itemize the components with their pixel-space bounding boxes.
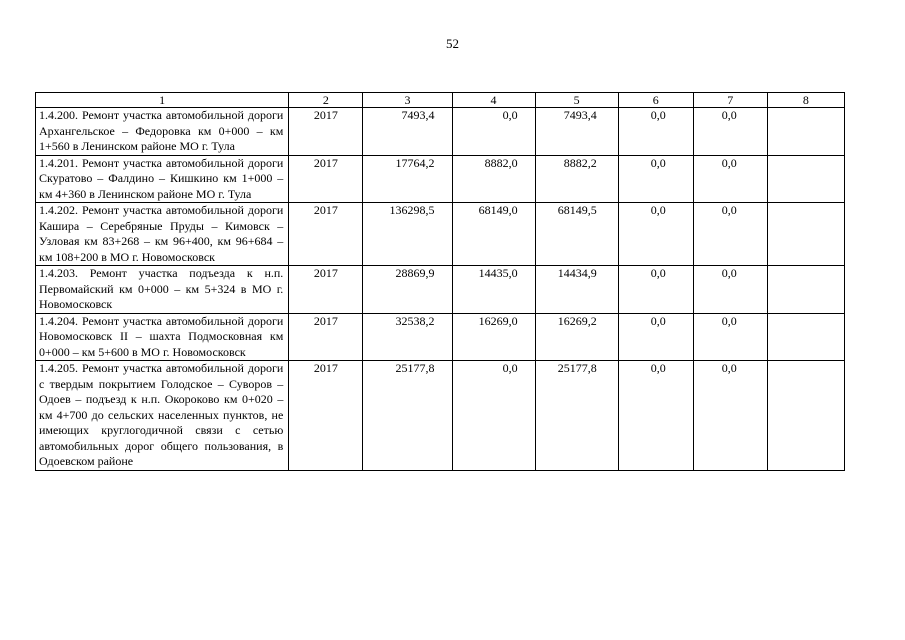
row-col8 [767, 155, 844, 203]
row-col3: 25177,8 [363, 361, 452, 471]
table-row [36, 266, 845, 314]
row-col7: 0,0 [693, 203, 767, 266]
row-year: 2017 [289, 155, 363, 203]
row-col7: 0,0 [693, 266, 767, 314]
row-col6: 0,0 [618, 313, 693, 361]
row-year: 2017 [289, 266, 363, 314]
row-col7: 0,0 [693, 108, 767, 156]
column-header: 6 [618, 93, 693, 108]
row-col5: 16269,2 [535, 313, 618, 361]
row-col4: 14435,0 [452, 266, 535, 314]
row-col8 [767, 361, 844, 471]
row-description: 1.4.204. Ремонт участка автомобильной дороги Новомосковск II – шахта Подмосковная км 0+000 – км 5+600 в МО г. Новомосковск [36, 313, 289, 361]
row-year: 2017 [289, 361, 363, 471]
row-col4: 16269,0 [452, 313, 535, 361]
table-row [36, 313, 845, 361]
row-col5: 25177,8 [535, 361, 618, 471]
column-header: 7 [693, 93, 767, 108]
table-row [36, 108, 845, 156]
row-col8 [767, 266, 844, 314]
row-col8 [767, 203, 844, 266]
row-year: 2017 [289, 108, 363, 156]
row-col6: 0,0 [618, 266, 693, 314]
row-col7: 0,0 [693, 361, 767, 471]
row-col7: 0,0 [693, 155, 767, 203]
row-col4: 68149,0 [452, 203, 535, 266]
row-col6: 0,0 [618, 108, 693, 156]
row-col7: 0,0 [693, 313, 767, 361]
column-header: 5 [535, 93, 618, 108]
data-table [35, 92, 845, 471]
row-description: 1.4.202. Ремонт участка автомобильной дороги Кашира – Серебряные Пруды – Кимовск – Узловая км 83+268 – км 96+400, км 96+684 – км 108+200 в МО г. Новомосковск [36, 203, 289, 266]
row-description: 1.4.201. Ремонт участка автомобильной дороги Скуратово – Фалдино – Кишкино км 1+000 – км 4+360 в Ленинском районе МО г. Тула [36, 155, 289, 203]
column-header: 1 [36, 93, 289, 108]
row-col3: 7493,4 [363, 108, 452, 156]
row-col8 [767, 313, 844, 361]
row-col5: 14434,9 [535, 266, 618, 314]
table-row [36, 203, 845, 266]
column-header: 3 [363, 93, 452, 108]
row-col5: 68149,5 [535, 203, 618, 266]
row-col6: 0,0 [618, 203, 693, 266]
row-col3: 32538,2 [363, 313, 452, 361]
row-description: 1.4.205. Ремонт участка автомобильной дороги с твердым покрытием Голодское – Суворов – Одоев – подъезд к н.п. Окороково км 0+020 – км 4+700 до сельских населенных пунктов, не имеющих круглогодичной связи с сетью автомобильных дорог общего пользования, в Одоевском районе [36, 361, 289, 471]
row-col3: 136298,5 [363, 203, 452, 266]
row-col5: 7493,4 [535, 108, 618, 156]
row-col6: 0,0 [618, 361, 693, 471]
row-col4: 8882,0 [452, 155, 535, 203]
row-year: 2017 [289, 203, 363, 266]
page-number: 52 [446, 36, 459, 51]
row-col8 [767, 108, 844, 156]
row-col6: 0,0 [618, 155, 693, 203]
row-description: 1.4.200. Ремонт участка автомобильной дороги Архангельское – Федоровка км 0+000 – км 1+560 в Ленинском районе МО г. Тула [36, 108, 289, 156]
row-col5: 8882,2 [535, 155, 618, 203]
row-description: 1.4.203. Ремонт участка подъезда к н.п. Первомайский км 0+000 – км 5+324 в МО г. Новомосковск [36, 266, 289, 314]
table-row [36, 155, 845, 203]
table-header-row [36, 93, 845, 108]
column-header: 4 [452, 93, 535, 108]
row-col3: 28869,9 [363, 266, 452, 314]
row-year: 2017 [289, 313, 363, 361]
row-col3: 17764,2 [363, 155, 452, 203]
column-header: 8 [767, 93, 844, 108]
row-col4: 0,0 [452, 108, 535, 156]
column-header: 2 [289, 93, 363, 108]
table-row [36, 361, 845, 471]
row-col4: 0,0 [452, 361, 535, 471]
